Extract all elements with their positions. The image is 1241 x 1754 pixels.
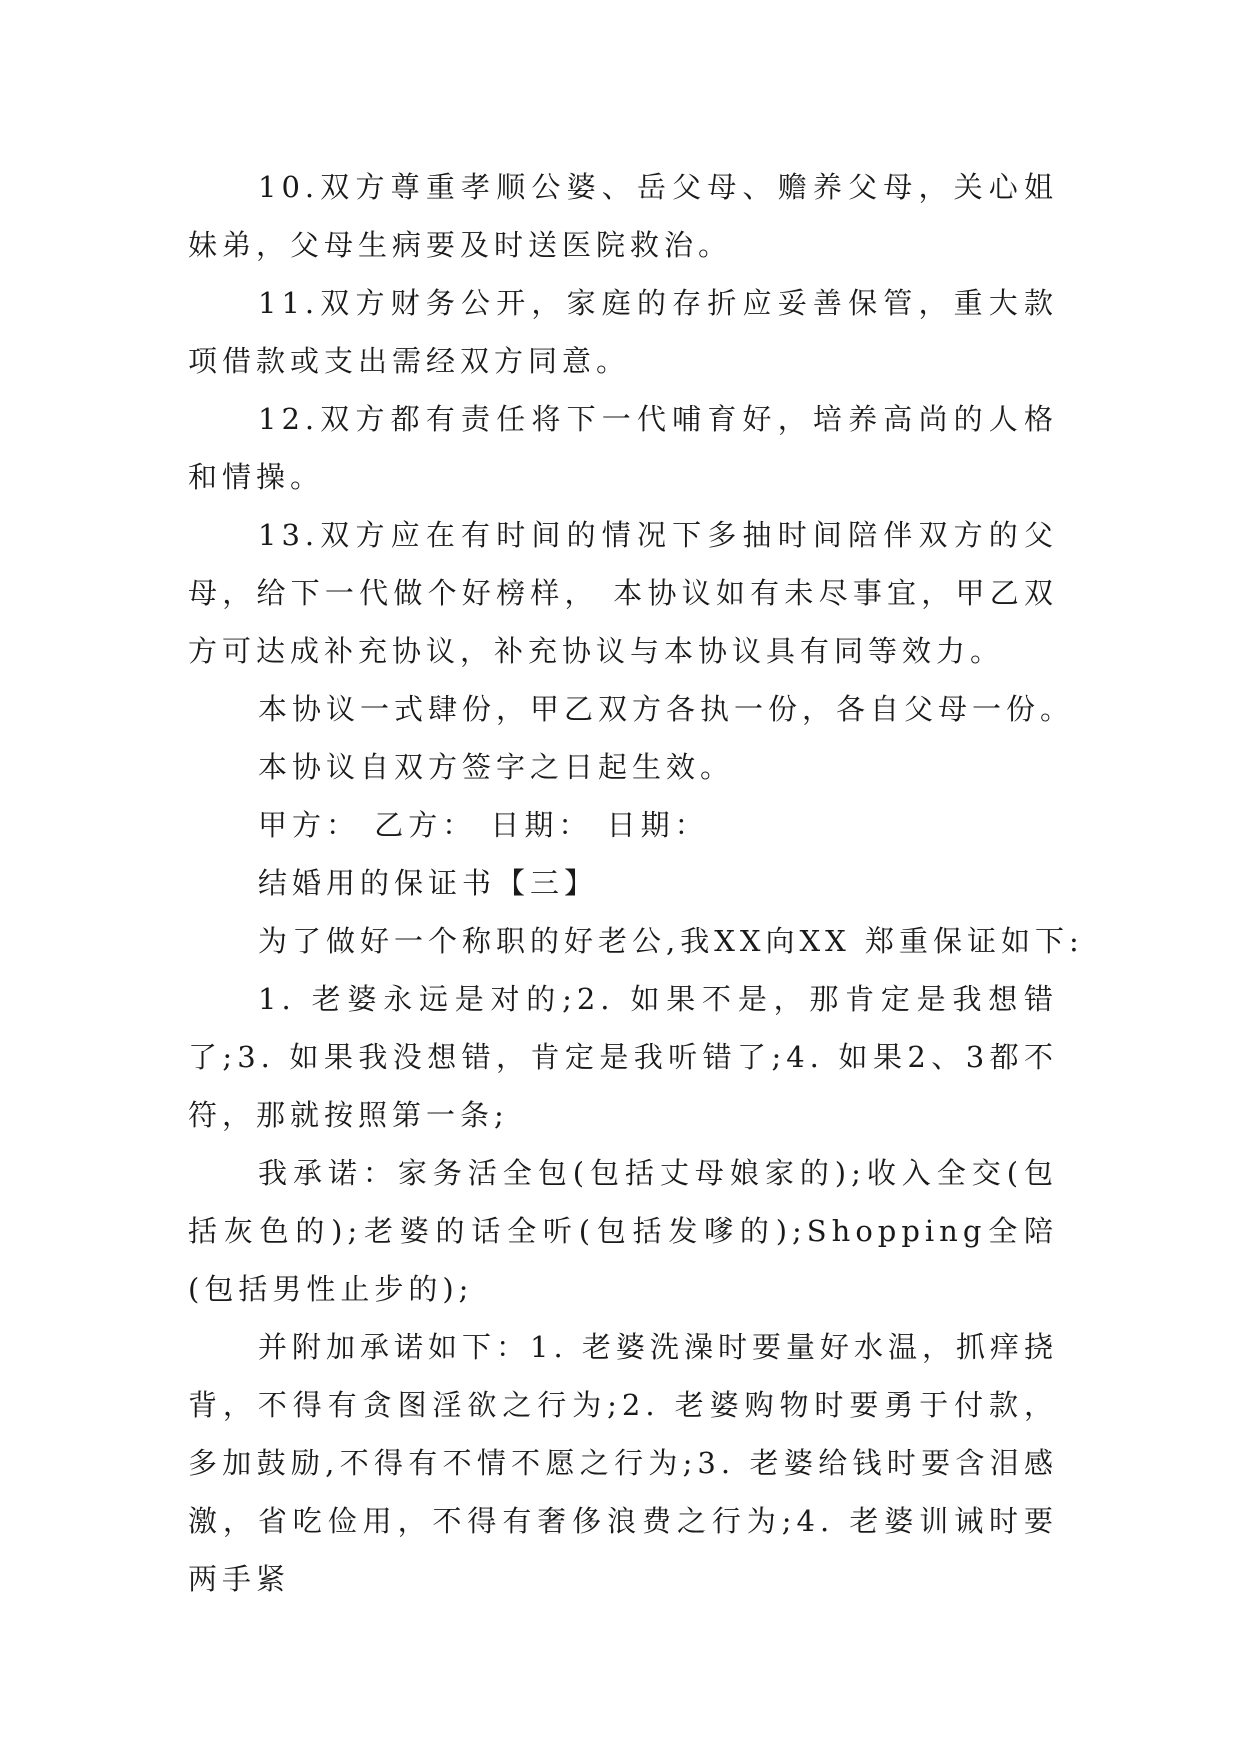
section-heading: 结婚用的保证书【三】 (258, 866, 599, 900)
pledge-rules: 1. 老婆永远是对的;2. 如果不是，那肯定是我想错了;3. 如果我没想错，肯定是我听错了;4. 如果2、3都不符，那就按照第一条; (188, 982, 1058, 1132)
pledge-additional: 并附加承诺如下：1. 老婆洗澡时要量好水温，抓痒挠背，不得有贪图淫欲之行为;2. 老婆购物时要勇于付款，多加鼓励,不得有不情不愿之行为;3. 老婆给钱时要含泪感激，省吃俭用，不得有奢侈浪费之行为;4. 老婆训诫时要两手紧 (188, 1330, 1058, 1596)
agreement-copies-line: 本协议一式肆份，甲乙双方各执一份，各自父母一份。 (258, 692, 1075, 726)
paragraph-item-13: 13.双方应在有时间的情况下多抽时间陪伴双方的父母，给下一代做个好榜样， 本协议如有未尽事宜，甲乙双方可达成补充协议，补充协议与本协议具有同等效力。 (188, 518, 1058, 668)
pledge-promises: 我承诺：家务活全包(包括丈母娘家的);收入全交(包括灰色的);老婆的话全听(包括发嗲的);Shopping全陪(包括男性止步的); (188, 1156, 1058, 1306)
agreement-effective-line: 本协议自双方签字之日起生效。 (258, 750, 735, 784)
paragraph-item-12: 12.双方都有责任将下一代哺育好，培养高尚的人格和情操。 (188, 402, 1058, 494)
paragraph-item-10: 10.双方尊重孝顺公婆、岳父母、赡养父母，关心姐妹弟，父母生病要及时送医院救治。 (188, 170, 1058, 262)
document-body (188, 158, 1084, 1608)
paragraph-item-11: 11.双方财务公开，家庭的存折应妥善保管，重大款项借款或支出需经双方同意。 (188, 286, 1058, 378)
pledge-intro: 为了做好一个称职的好老公,我XX向XX 郑重保证如下: (258, 924, 1084, 958)
signature-line: 甲方： 乙方： 日期： 日期： (258, 808, 709, 842)
